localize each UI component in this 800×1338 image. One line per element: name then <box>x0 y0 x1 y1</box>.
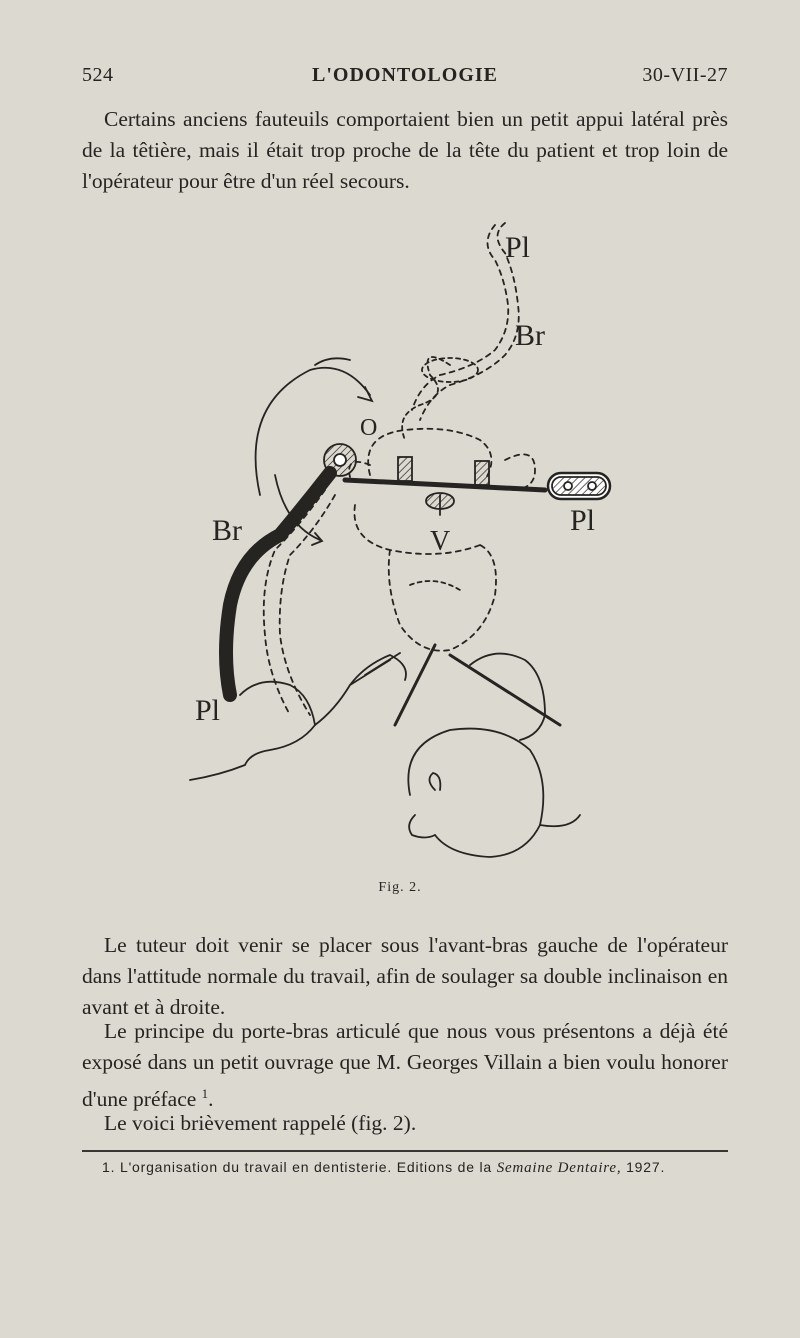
running-header <box>82 64 728 96</box>
label-pl-right: Pl <box>570 504 596 537</box>
issue-date: 30-VII-27 <box>642 64 728 86</box>
page-number: 524 <box>82 64 114 86</box>
paragraph-2: Le tuteur doit venir se placer sous l'avant-bras gauche de l'opérateur dans l'attitude normale du travail, afin de soulager sa double inclinaison en avant et à droite. <box>82 933 728 1019</box>
label-br-top: Br <box>515 319 545 352</box>
footnote-text: L'organisation du travail en dentisterie. Editions de la <box>119 1159 492 1175</box>
label-o: O <box>360 415 378 441</box>
figure-2-illustration <box>150 205 630 865</box>
paragraph-3-end: . <box>208 1087 214 1112</box>
paragraph-3-text: Le principe du porte-bras articulé que nous vous présentons a déjà été exposé dans un petit ouvrage que M. Georges Villain a bien voulu honorer d'une préface <box>82 1019 728 1112</box>
paragraph-3 <box>82 1016 728 1115</box>
label-v: V <box>430 526 451 557</box>
footnote <box>82 1156 728 1179</box>
paragraph-4: Le voici brièvement rappelé (fig. 2). <box>104 1111 417 1135</box>
footnote-reference: 1 <box>201 1086 209 1101</box>
footnote-year: 1927. <box>626 1159 666 1175</box>
footnote-number: 1. <box>102 1159 116 1175</box>
label-pl-bottom: Pl <box>195 694 221 727</box>
journal-title: L'ODONTOLOGIE <box>311 64 498 86</box>
label-pl-top: Pl <box>505 231 531 264</box>
label-br-left: Br <box>212 514 242 547</box>
figure-caption: Fig. 2. <box>378 880 422 895</box>
paragraph-1: Certains anciens fauteuils comportaient bien un petit appui latéral près de la têtière, mais il était trop proche de la tête du patient et trop loin de l'opérateur pour être d'un réel secours. <box>82 107 728 193</box>
footnote-journal: Semaine Dentaire, <box>496 1160 622 1176</box>
footnote-rule <box>82 1150 728 1152</box>
